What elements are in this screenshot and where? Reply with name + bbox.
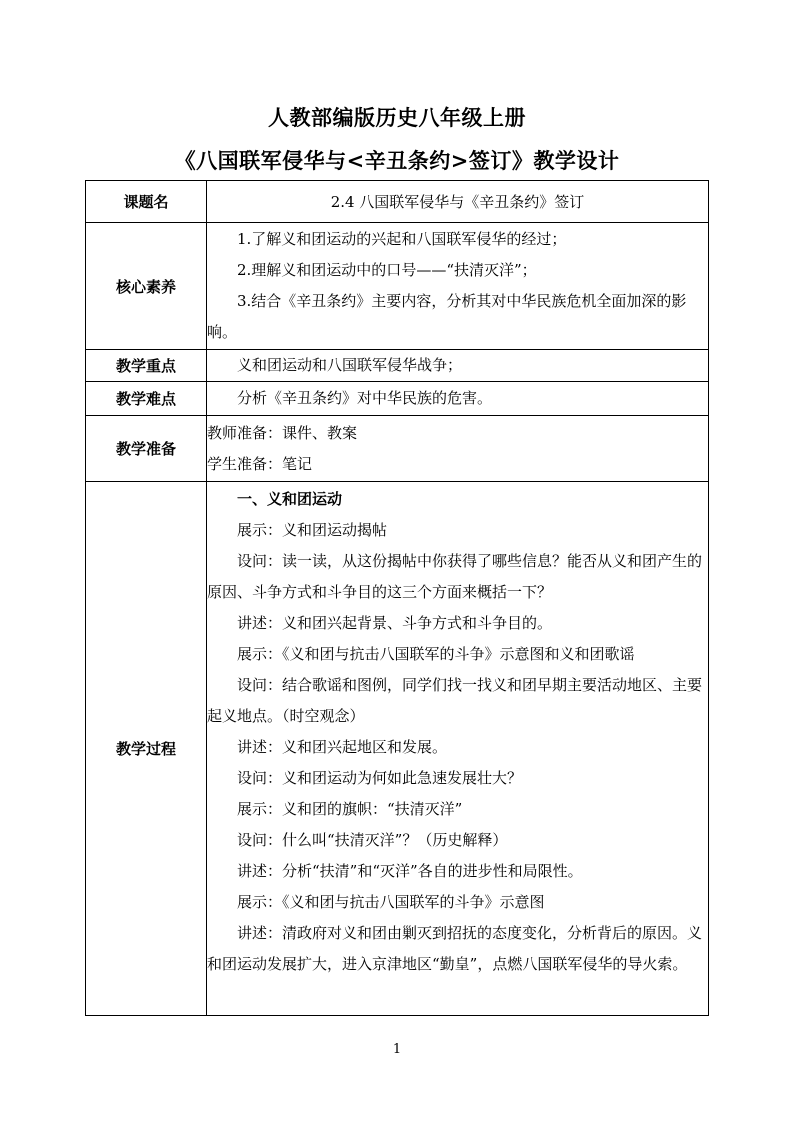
row-topic xyxy=(86,181,709,223)
process-paragraph: 讲述：义和团兴起地区和发展。 xyxy=(237,738,448,756)
prep-student: 学生准备：笔记 xyxy=(207,454,313,473)
process-paragraph: 展示：义和团运动揭帖 xyxy=(237,521,388,539)
process-heading: 一、义和团运动 xyxy=(237,490,343,508)
value-preparation xyxy=(207,416,709,482)
process-paragraph: 讲述：义和团兴起背景、斗争方式和斗争目的。 xyxy=(237,614,553,632)
literacy-item: 2.理解义和团运动中的口号——“扶清灭洋”； xyxy=(237,261,537,279)
row-process xyxy=(86,482,709,1016)
value-process xyxy=(207,482,709,1016)
literacy-item: 1.了解义和团运动的兴起和八国联军侵华的经过； xyxy=(237,230,567,248)
process-paragraph: 设问：读一读，从这份揭帖中你获得了哪些信息？能否从义和团产生的原因、斗争方式和斗争目的这三个方面来概括一下？ xyxy=(207,552,703,601)
document-title: 人教部编版历史八年级上册 xyxy=(268,105,526,130)
label-focus: 教学重点 xyxy=(86,350,207,382)
process-paragraph: 设问：结合歌谣和图例，同学们找一找义和团早期主要活动地区、主要起义地点。（时空观念） xyxy=(207,676,703,725)
label-literacy: 核心素养 xyxy=(86,223,207,350)
label-preparation: 教学准备 xyxy=(86,416,207,482)
literacy-item: 3.结合《辛丑条约》主要内容，分析其对中华民族危机全面加深的影响。 xyxy=(207,292,687,341)
label-difficulty: 教学难点 xyxy=(86,382,207,416)
value-focus: 义和团运动和八国联军侵华战争； xyxy=(207,350,709,382)
lesson-plan-table xyxy=(85,180,709,1016)
process-paragraph: 讲述：清政府对义和团由剿灭到招抚的态度变化，分析背后的原因。义和团运动发展扩大，进入京津地区“勤皇”，点燃八国联军侵华的导火索。 xyxy=(207,924,703,973)
process-paragraph: 展示：《义和团与抗击八国联军的斗争》示意图和义和团歌谣 xyxy=(237,645,635,663)
process-paragraph: 讲述：分析“扶清”和“灭洋”各自的进步性和局限性。 xyxy=(237,862,583,880)
row-preparation xyxy=(86,416,709,482)
page-number: 1 xyxy=(392,1042,402,1057)
label-process: 教学过程 xyxy=(86,482,207,1016)
prep-teacher: 教师准备：课件、教案 xyxy=(207,423,358,442)
value-topic: 2.4 八国联军侵华与《辛丑条约》签订 xyxy=(207,181,709,223)
value-literacy xyxy=(207,223,709,350)
process-paragraph: 展示：义和团的旗帜：“扶清灭洋” xyxy=(237,800,463,818)
label-topic: 课题名 xyxy=(86,181,207,223)
process-paragraph: 展示：《义和团与抗击八国联军的斗争》示意图 xyxy=(237,893,545,911)
process-paragraph: 设问：什么叫“扶清灭洋”？（历史解释） xyxy=(237,831,508,849)
process-paragraph: 设问：义和团运动为何如此急速发展壮大？ xyxy=(237,769,523,787)
row-difficulty xyxy=(86,382,709,416)
value-difficulty: 分析《辛丑条约》对中华民族的危害。 xyxy=(207,382,709,416)
document-subtitle: 《八国联军侵华与<辛丑条约>签订》教学设计 xyxy=(174,148,620,173)
row-focus xyxy=(86,350,709,382)
row-literacy xyxy=(86,223,709,350)
